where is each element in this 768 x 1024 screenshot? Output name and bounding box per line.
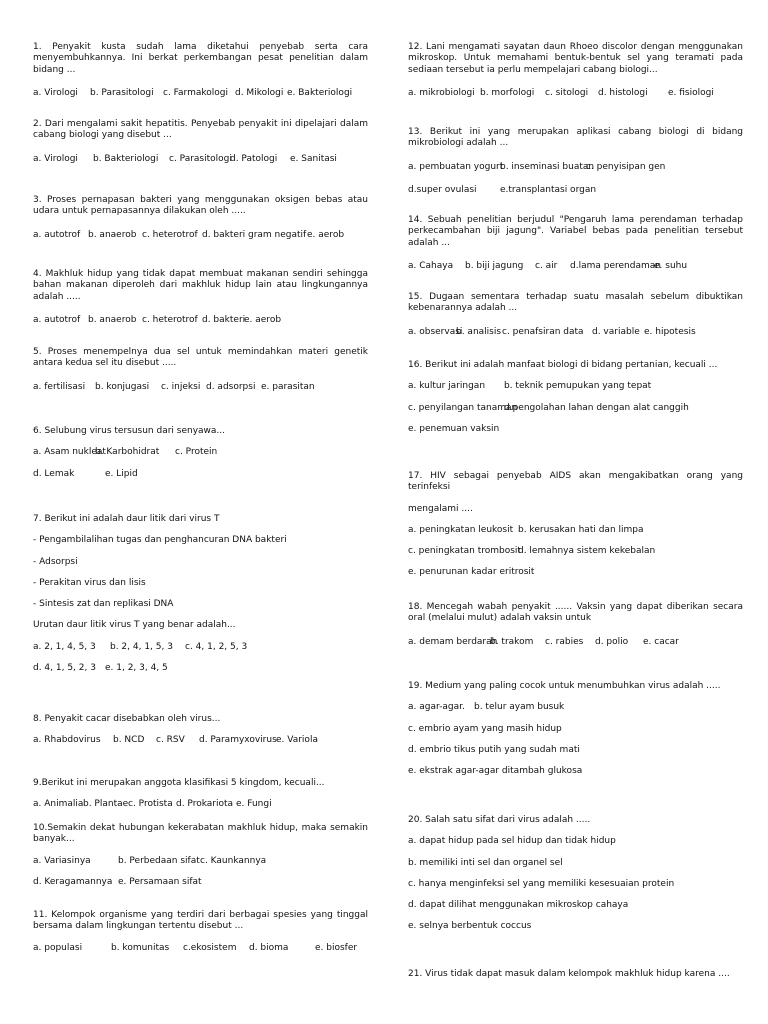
- question-8-options: [33, 735, 368, 746]
- option-e[interactable]: e. Fungi: [236, 799, 272, 810]
- option-d[interactable]: d. bakteri: [202, 314, 246, 325]
- question-8-stem: 8. Penyakit cacar disebabkan oleh virus...: [33, 714, 221, 724]
- question-7-options-row-2: [33, 663, 368, 674]
- option-d[interactable]: d.lama perendaman: [570, 260, 661, 271]
- option-c[interactable]: c. heterotrof: [142, 314, 198, 325]
- question-16: [408, 360, 743, 435]
- question-4: [33, 269, 368, 326]
- option-e[interactable]: e. Sanitasi: [290, 153, 337, 164]
- option-b[interactable]: b. teknik pemupukan yang tepat: [504, 381, 652, 392]
- option-c[interactable]: c. Protein: [175, 447, 218, 458]
- question-8: [33, 714, 368, 747]
- option-b[interactable]: b. anaerob: [88, 229, 137, 240]
- question-6-options-row-2: [33, 469, 368, 480]
- option-e[interactable]: e. Variola: [276, 735, 318, 746]
- option-c[interactable]: c. Protista: [128, 799, 173, 810]
- option-a[interactable]: a. peningkatan leukosit: [408, 524, 514, 535]
- option-e[interactable]: e. hipotesis: [644, 326, 696, 337]
- question-9: [33, 778, 368, 811]
- option-d[interactable]: d. variable: [592, 326, 640, 337]
- question-7: [33, 514, 368, 674]
- question-1: [33, 42, 368, 99]
- option-e[interactable]: e. Bakteriologi: [287, 87, 353, 98]
- option-c[interactable]: c. rabies: [545, 636, 584, 647]
- question-16-options-row-2: [408, 403, 743, 414]
- option-b[interactable]: b. NCD: [113, 735, 145, 746]
- question-13-options-row-1: [408, 162, 743, 173]
- question-6-stem: 6. Selubung virus tersusun dari senyawa...: [33, 426, 226, 436]
- question-20: [408, 815, 743, 933]
- option-b[interactable]: b. komunitas: [111, 942, 170, 953]
- option-c[interactable]: c. 4, 1, 2, 5, 3: [185, 641, 248, 652]
- question-18-options: [408, 637, 743, 648]
- option-c[interactable]: c. Kaunkannya: [200, 855, 267, 866]
- question-21-stem: 21. Virus tidak dapat masuk dalam kelompok makhluk hidup karena ....: [408, 969, 730, 979]
- question-14: [408, 215, 743, 272]
- question-11-options: [33, 943, 368, 954]
- question-4-stem: 4. Makhluk hidup yang tidak dapat membuat makanan sendiri sehingga bahan makanan diperoleh dari makhluk hidup lain atau lingkungannya adalah .....: [33, 269, 368, 302]
- option-e[interactable]: e. parasitan: [261, 381, 315, 392]
- option-e[interactable]: e. suhu: [654, 260, 688, 271]
- option-e[interactable]: e. selnya berbentuk coccus: [408, 921, 532, 932]
- option-a[interactable]: a. agar-agar.: [408, 702, 465, 713]
- step-4: - Sintesis zat dan replikasi DNA: [33, 599, 174, 609]
- question-12-options: [408, 88, 743, 99]
- option-c[interactable]: c. injeksi: [161, 381, 201, 392]
- question-1-options: [33, 88, 368, 99]
- option-c[interactable]: c. penafsiran data: [502, 326, 584, 337]
- question-15: [408, 292, 743, 338]
- option-a[interactable]: a. Animalia: [33, 799, 84, 810]
- question-7-ask: Urutan daur litik virus T yang benar adalah...: [33, 620, 236, 631]
- option-e[interactable]: e. penemuan vaksin: [408, 423, 500, 434]
- question-3-stem: 3. Proses pernapasan bakteri yang menggunakan oksigen bebas atau udara untuk pernapasannya dilakukan oleh .....: [33, 195, 368, 217]
- option-b[interactable]: b. trakom: [490, 636, 534, 647]
- question-2-options: [33, 154, 368, 165]
- option-c[interactable]: c. embrio ayam yang masih hidup: [408, 723, 562, 734]
- option-d[interactable]: d. dapat dilihat menggunakan mikroskop cahaya: [408, 900, 629, 910]
- option-b[interactable]: b. biji jagung: [465, 260, 524, 271]
- option-e[interactable]: e. aerob: [244, 314, 282, 325]
- question-17-options-row-3: [408, 567, 743, 578]
- question-3: [33, 195, 368, 241]
- question-12-stem: 12. Lani mengamati sayatan daun Rhoeo discolor dengan menggunakan mikroskop. Untuk memahami bentuk-bentuk sel yang teramati pada sediaan tersebut ia perlu mempelajari cabang biologi...: [408, 42, 743, 75]
- step-1: - Pengambilalihan tugas dan penghancuran DNA bakteri: [33, 535, 287, 546]
- question-15-stem: 15. Dugaan sementara terhadap suatu masalah sebelum dibuktikan kebenarannya adalah ...: [408, 292, 743, 314]
- question-21: [408, 969, 743, 980]
- question-2-stem: 2. Dari mengalami sakit hepatitis. Penyebab penyakit ini dipelajari dalam cabang biologi yang disebut ...: [33, 119, 368, 141]
- question-5: [33, 347, 368, 393]
- question-19-options-row-1: [408, 702, 743, 713]
- option-b[interactable]: b. kerusakan hati dan limpa: [518, 524, 644, 535]
- option-d[interactable]: d. histologi: [598, 87, 648, 98]
- option-c[interactable]: c. hanya menginfeksi sel yang memiliki kesesuaian protein: [408, 878, 675, 889]
- option-a[interactable]: a. demam berdarah: [408, 636, 498, 647]
- option-c[interactable]: c. RSV: [156, 735, 185, 746]
- option-b[interactable]: b. 2, 4, 1, 5, 3: [110, 641, 173, 652]
- question-13-options-row-2: [408, 185, 743, 196]
- question-10-stem: 10.Semakin dekat hubungan kekerabatan makhluk hidup, maka semakin banyak...: [33, 823, 368, 845]
- option-d[interactable]: d. Patologi: [230, 153, 278, 164]
- question-16-options-row-1: [408, 381, 743, 392]
- option-d[interactable]: d. bioma: [249, 942, 289, 953]
- option-d[interactable]: d.pengolahan lahan dengan alat canggih: [504, 402, 689, 413]
- option-e[interactable]: e. 1, 2, 3, 4, 5: [105, 662, 168, 673]
- question-10-options-row-1: [33, 856, 368, 867]
- option-c[interactable]: c. air: [535, 260, 558, 271]
- question-13: [408, 127, 743, 196]
- question-6: [33, 426, 368, 480]
- option-b[interactable]: b. Plantae: [83, 799, 129, 810]
- question-19-stem: 19. Medium yang paling cocok untuk menumbuhkan virus adalah .....: [408, 681, 721, 691]
- question-5-options: [33, 382, 368, 393]
- option-c[interactable]: c. penyisipan gen: [586, 161, 666, 172]
- question-9-stem: 9.Berikut ini merupakan anggota klasifikasi 5 kingdom, kecuali...: [33, 778, 325, 788]
- option-c[interactable]: c. sitologi: [545, 87, 589, 98]
- option-d[interactable]: d. bakteri gram negatif: [202, 229, 307, 240]
- question-6-options-row-1: [33, 447, 368, 458]
- question-13-stem: 13. Berikut ini yang merupakan aplikasi cabang biologi di bidang mikrobiologi adalah ...: [408, 127, 743, 149]
- question-12: [408, 42, 743, 99]
- question-16-options-row-3: [408, 424, 743, 435]
- step-2: - Adsorpsi: [33, 556, 78, 567]
- question-18-stem: 18. Mencegah wabah penyakit ...... Vaksin yang dapat diberikan secara oral (melalui mulut) adalah vaksin untuk: [408, 602, 743, 624]
- option-b[interactable]: b. memiliki inti sel dan organel sel: [408, 857, 563, 868]
- option-d[interactable]: d. 4, 1, 5, 2, 3: [33, 662, 96, 673]
- option-e[interactable]: e. fisiologi: [668, 87, 714, 98]
- option-a[interactable]: a. autotrof: [33, 229, 81, 240]
- option-e[interactable]: e. cacar: [643, 636, 679, 647]
- option-b[interactable]: b. telur ayam busuk: [474, 702, 565, 713]
- step-3: - Perakitan virus dan lisis: [33, 577, 146, 588]
- option-a[interactable]: a. autotrof: [33, 314, 81, 325]
- question-17: [408, 471, 743, 579]
- question-17-stem-cont: mengalami ....: [408, 503, 473, 514]
- option-b[interactable]: b. Karbohidrat: [95, 447, 160, 458]
- option-e[interactable]: e. aerob: [307, 229, 345, 240]
- question-17-stem: 17. HIV sebagai penyebab AIDS akan mengakibatkan orang yang terinfeksi: [408, 471, 743, 493]
- question-11-stem: 11. Kelompok organisme yang terdiri dari berbagai spesies yang tinggal bersama dalam lingkungan tertentu disebut ...: [33, 910, 368, 932]
- option-b[interactable]: b. Parasitologi: [90, 87, 154, 98]
- option-a[interactable]: a. kultur jaringan: [408, 381, 486, 392]
- option-a[interactable]: a. dapat hidup pada sel hidup dan tidak hidup: [408, 836, 616, 847]
- question-10-options-row-2: [33, 877, 368, 888]
- question-17-options-row-1: [408, 525, 743, 536]
- option-d[interactable]: d. embrio tikus putih yang sudah mati: [408, 744, 580, 755]
- question-11: [33, 910, 368, 954]
- option-b[interactable]: b. anaerob: [88, 314, 137, 325]
- question-14-stem: 14. Sebuah penelitian berjudul "Pengaruh lama perendaman terhadap perkecambahan biji jagung". Variabel bebas pada penelitian tersebut adalah ...: [408, 215, 743, 248]
- question-15-options: [408, 327, 743, 338]
- option-e[interactable]: e. Persamaan sifat: [118, 876, 202, 887]
- option-a[interactable]: a. populasi: [33, 942, 83, 953]
- option-d[interactable]: d. Lemak: [33, 468, 75, 479]
- option-a[interactable]: a. 2, 1, 4, 5, 3: [33, 641, 96, 652]
- option-d[interactable]: d. polio: [595, 636, 629, 647]
- question-3-options: [33, 230, 368, 241]
- option-a[interactable]: a. Virologi: [33, 153, 78, 164]
- option-a[interactable]: a. Rhabdovirus: [33, 735, 101, 746]
- option-b[interactable]: b. analisis: [456, 326, 502, 337]
- option-d[interactable]: d. lemahnya sistem kekebalan: [518, 546, 656, 556]
- question-14-options: [408, 261, 743, 272]
- option-a[interactable]: a. mikrobiologi: [408, 87, 475, 98]
- option-b[interactable]: b. inseminasi buatan: [500, 161, 595, 172]
- question-7-options-row-1: [33, 642, 368, 653]
- question-5-stem: 5. Proses menempelnya dua sel untuk memindahkan materi genetik antara kedua sel itu disebut .....: [33, 347, 368, 369]
- option-b[interactable]: b. Bakteriologi: [93, 153, 159, 164]
- option-b[interactable]: b. morfologi: [480, 87, 535, 98]
- option-a[interactable]: a. observasi: [408, 326, 463, 337]
- option-d[interactable]: d. Keragamannya: [33, 876, 113, 887]
- option-a[interactable]: a. Asam nukleat: [33, 447, 106, 458]
- option-c[interactable]: c.ekosistem: [183, 942, 237, 953]
- option-e[interactable]: e. penurunan kadar eritrosit: [408, 567, 535, 578]
- option-c[interactable]: c. penyilangan tanaman: [408, 402, 518, 413]
- option-d[interactable]: d. Prokariota: [176, 799, 234, 810]
- question-1-stem: 1. Penyakit kusta sudah lama diketahui penyebab serta cara menyembuhkannya. Ini berkat perkembangan pesat penelitian dalam bidang ...: [33, 42, 368, 75]
- option-b[interactable]: b. Perbedaan sifat: [118, 855, 200, 866]
- option-e[interactable]: e. ekstrak agar-agar ditambah glukosa: [408, 766, 583, 776]
- option-d[interactable]: d. Paramyxovirus: [199, 735, 277, 746]
- option-a[interactable]: a. Virologi: [33, 87, 78, 98]
- question-2: [33, 119, 368, 165]
- option-c[interactable]: c. peningkatan trombosit: [408, 546, 521, 556]
- question-16-stem: 16. Berikut ini adalah manfaat biologi di bidang pertanian, kecuali ...: [408, 360, 718, 370]
- option-a[interactable]: a. fertilisasi: [33, 381, 86, 392]
- option-d[interactable]: d.super ovulasi: [408, 184, 477, 195]
- question-9-options: [33, 799, 368, 810]
- option-d[interactable]: d. adsorpsi: [206, 381, 256, 392]
- question-7-stem: 7. Berikut ini adalah daur litik dari virus T: [33, 514, 220, 524]
- question-18: [408, 602, 743, 648]
- option-e[interactable]: e. biosfer: [315, 942, 358, 953]
- question-20-stem: 20. Salah satu sifat dari virus adalah .....: [408, 815, 591, 825]
- question-19: [408, 681, 743, 777]
- option-a[interactable]: a. Variasinya: [33, 855, 91, 866]
- option-c[interactable]: c. Farmakologi: [163, 87, 228, 98]
- question-17-options-row-2: [408, 546, 743, 557]
- option-e[interactable]: e.transplantasi organ: [500, 184, 597, 195]
- option-b[interactable]: b. konjugasi: [95, 381, 150, 392]
- option-e[interactable]: e. Lipid: [105, 468, 138, 479]
- question-4-options: [33, 315, 368, 326]
- option-c[interactable]: c. heterotrof: [142, 229, 198, 240]
- option-a[interactable]: a. Cahaya: [408, 260, 454, 271]
- option-c[interactable]: c. Parasitologi: [169, 153, 232, 164]
- option-a[interactable]: a. pembuatan yogurt: [408, 161, 504, 172]
- question-10: [33, 823, 368, 888]
- option-d[interactable]: d. Mikologi: [235, 87, 284, 98]
